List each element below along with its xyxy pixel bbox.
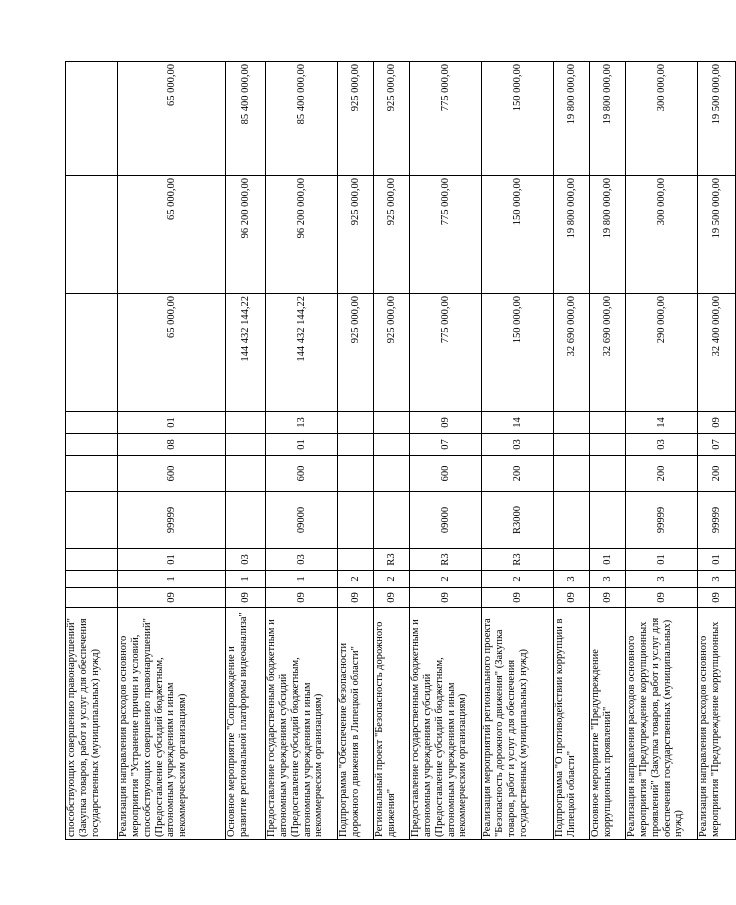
cell-v3: 85 400 000,00 — [226, 62, 266, 176]
cell-v2: 19 500 000,00 — [698, 176, 736, 294]
cell-c1: 09 — [338, 588, 374, 608]
cell-v2: 19 800 000,00 — [554, 176, 590, 294]
cell-c7 — [66, 412, 118, 434]
cell-c5 — [226, 456, 266, 492]
cell-v1: 144 432 144,22 — [226, 294, 266, 412]
cell-c1: 09 — [118, 588, 226, 608]
cell-c2: 1 — [118, 571, 226, 588]
cell-c5: 200 — [698, 456, 736, 492]
cell-c1: 09 — [482, 588, 554, 608]
cell-v2: 775 000,00 — [410, 176, 482, 294]
cell-c6 — [590, 434, 626, 456]
table-row — [374, 62, 410, 840]
cell-c3: 01 — [590, 549, 626, 571]
cell-c4 — [66, 492, 118, 549]
cell-c5 — [66, 456, 118, 492]
cell-c3 — [66, 549, 118, 571]
cell-name: Подпрограмма "О противодействии коррупции в Липецкой области" — [554, 608, 590, 840]
cell-c3: R3 — [482, 549, 554, 571]
cell-c1: 09 — [374, 588, 410, 608]
cell-c2: 3 — [554, 571, 590, 588]
cell-c6 — [226, 434, 266, 456]
cell-c4: 99999 — [698, 492, 736, 549]
cell-c2: 2 — [410, 571, 482, 588]
table-row — [226, 62, 266, 840]
cell-v3 — [66, 62, 118, 176]
cell-c2: 1 — [266, 571, 338, 588]
cell-name: Основное мероприятие "Предупреждение коррупционных проявлений" — [590, 608, 626, 840]
table-body — [66, 62, 736, 840]
cell-c4 — [338, 492, 374, 549]
cell-c3: R3 — [374, 549, 410, 571]
cell-v1: 925 000,00 — [374, 294, 410, 412]
cell-c3: 01 — [118, 549, 226, 571]
cell-v3: 65 000,00 — [118, 62, 226, 176]
cell-c2: 1 — [226, 571, 266, 588]
cell-c4: R3000 — [482, 492, 554, 549]
cell-v3: 925 000,00 — [374, 62, 410, 176]
cell-c6 — [338, 434, 374, 456]
cell-c7: 09 — [698, 412, 736, 434]
cell-v1: 32 690 000,00 — [554, 294, 590, 412]
cell-c4 — [590, 492, 626, 549]
cell-c5: 600 — [118, 456, 226, 492]
cell-c4 — [226, 492, 266, 549]
table-row — [698, 62, 736, 840]
cell-c7: 14 — [482, 412, 554, 434]
cell-v2: 19 800 000,00 — [590, 176, 626, 294]
cell-c7 — [338, 412, 374, 434]
cell-c4: 99999 — [626, 492, 698, 549]
cell-c1: 09 — [698, 588, 736, 608]
budget-table — [65, 61, 736, 840]
cell-c1: 09 — [626, 588, 698, 608]
cell-c3: 01 — [698, 549, 736, 571]
cell-c3: 01 — [626, 549, 698, 571]
cell-c6 — [66, 434, 118, 456]
table-row — [482, 62, 554, 840]
cell-name: Основное мероприятие "Сопровождение и развитие региональной платформы видеоанализа" — [226, 608, 266, 840]
cell-name: Предоставление государственным бюджетным и автономным учреждениям субсидий (Предоставление субсидий бюджетным, автономным учреждениям и иным некоммерческим организациям) — [266, 608, 338, 840]
cell-c5: 600 — [266, 456, 338, 492]
table-row — [554, 62, 590, 840]
cell-c4: 09000 — [266, 492, 338, 549]
cell-c6: 07 — [410, 434, 482, 456]
cell-name: Реализация направления расходов основного мероприятия "Предупреждение коррупционных проявлений" (Закупка товаров, работ и услуг для обеспечения государственных (муниципальных) нужд) — [626, 608, 698, 840]
cell-name: способствующих совершению правонарушений" (Закупка товаров, работ и услуг для обеспечения государственных (муниципальных) нужд) — [66, 608, 118, 840]
cell-v3: 775 000,00 — [410, 62, 482, 176]
cell-c7: 14 — [626, 412, 698, 434]
cell-v1: 32 690 000,00 — [590, 294, 626, 412]
table-row — [590, 62, 626, 840]
cell-v2: 96 200 000,00 — [226, 176, 266, 294]
cell-v3: 925 000,00 — [338, 62, 374, 176]
cell-c2: 3 — [626, 571, 698, 588]
cell-c7 — [590, 412, 626, 434]
cell-v2 — [66, 176, 118, 294]
cell-c4: 99999 — [118, 492, 226, 549]
cell-v1: 32 400 000,00 — [698, 294, 736, 412]
table-row — [410, 62, 482, 840]
table-row — [66, 62, 118, 840]
cell-v2: 925 000,00 — [374, 176, 410, 294]
cell-c3: 03 — [266, 549, 338, 571]
cell-c1: 09 — [410, 588, 482, 608]
cell-v1: 775 000,00 — [410, 294, 482, 412]
cell-v3: 150 000,00 — [482, 62, 554, 176]
cell-v3: 300 000,00 — [626, 62, 698, 176]
cell-c2: 3 — [590, 571, 626, 588]
cell-v3: 19 800 000,00 — [590, 62, 626, 176]
table-row — [118, 62, 226, 840]
cell-c2 — [66, 571, 118, 588]
cell-c1 — [66, 588, 118, 608]
cell-c2: 2 — [374, 571, 410, 588]
cell-name: Региональный проект "Безопасность дорожного движения" — [374, 608, 410, 840]
cell-c7: 13 — [266, 412, 338, 434]
cell-v1 — [66, 294, 118, 412]
cell-c7: 01 — [118, 412, 226, 434]
cell-v1: 144 432 144,22 — [266, 294, 338, 412]
cell-c2: 3 — [698, 571, 736, 588]
cell-c7 — [226, 412, 266, 434]
cell-v3: 85 400 000,00 — [266, 62, 338, 176]
cell-c6: 01 — [266, 434, 338, 456]
cell-c3 — [554, 549, 590, 571]
cell-c4: 09000 — [410, 492, 482, 549]
cell-c1: 09 — [226, 588, 266, 608]
cell-v1: 150 000,00 — [482, 294, 554, 412]
cell-v2: 300 000,00 — [626, 176, 698, 294]
cell-c1: 09 — [590, 588, 626, 608]
cell-c5 — [554, 456, 590, 492]
cell-c6: 07 — [698, 434, 736, 456]
cell-v2: 65 000,00 — [118, 176, 226, 294]
cell-c6 — [374, 434, 410, 456]
table-row — [266, 62, 338, 840]
cell-c4 — [374, 492, 410, 549]
cell-v2: 925 000,00 — [338, 176, 374, 294]
cell-c1: 09 — [554, 588, 590, 608]
table-row — [626, 62, 698, 840]
cell-c5: 600 — [410, 456, 482, 492]
cell-c5 — [338, 456, 374, 492]
cell-c5 — [590, 456, 626, 492]
cell-v2: 96 200 000,00 — [266, 176, 338, 294]
cell-c3 — [338, 549, 374, 571]
cell-c6 — [554, 434, 590, 456]
cell-v1: 290 000,00 — [626, 294, 698, 412]
cell-c6: 03 — [626, 434, 698, 456]
cell-v3: 19 800 000,00 — [554, 62, 590, 176]
cell-c4 — [554, 492, 590, 549]
cell-c7 — [554, 412, 590, 434]
cell-c2: 2 — [338, 571, 374, 588]
cell-c6: 03 — [482, 434, 554, 456]
cell-c5: 200 — [626, 456, 698, 492]
cell-name: Предоставление государственным бюджетным и автономным учреждениям субсидий (Предоставление субсидий бюджетным, автономным учреждениям и иным некоммерческим организациям) — [410, 608, 482, 840]
cell-c5: 200 — [482, 456, 554, 492]
cell-v3: 19 500 000,00 — [698, 62, 736, 176]
cell-c6: 08 — [118, 434, 226, 456]
cell-c7 — [374, 412, 410, 434]
cell-c2: 2 — [482, 571, 554, 588]
cell-c1: 09 — [266, 588, 338, 608]
rotated-page — [65, 62, 722, 840]
cell-v2: 150 000,00 — [482, 176, 554, 294]
cell-v1: 925 000,00 — [338, 294, 374, 412]
cell-name: Реализация направления расходов основного мероприятия "Предупреждение коррупционных — [698, 608, 736, 840]
cell-v1: 65 000,00 — [118, 294, 226, 412]
cell-c3: R3 — [410, 549, 482, 571]
cell-c3: 03 — [226, 549, 266, 571]
cell-name: Подпрограмма "Обеспечение безопасности дорожного движения в Липецкой области" — [338, 608, 374, 840]
cell-c7: 09 — [410, 412, 482, 434]
cell-name: Реализация направления расходов основного мероприятия "Устранение причин и условий, способствующих совершению правонарушений" (Предоставление субсидий бюджетным, автономным учреждениям и иным некоммерческим организациям) — [118, 608, 226, 840]
cell-name: Реализация мероприятий регионального проекта "Безопасность дорожного движения" (Закупка товаров, работ и услуг для обеспечения государственных (муниципальных) нужд) — [482, 608, 554, 840]
cell-c5 — [374, 456, 410, 492]
table-row — [338, 62, 374, 840]
